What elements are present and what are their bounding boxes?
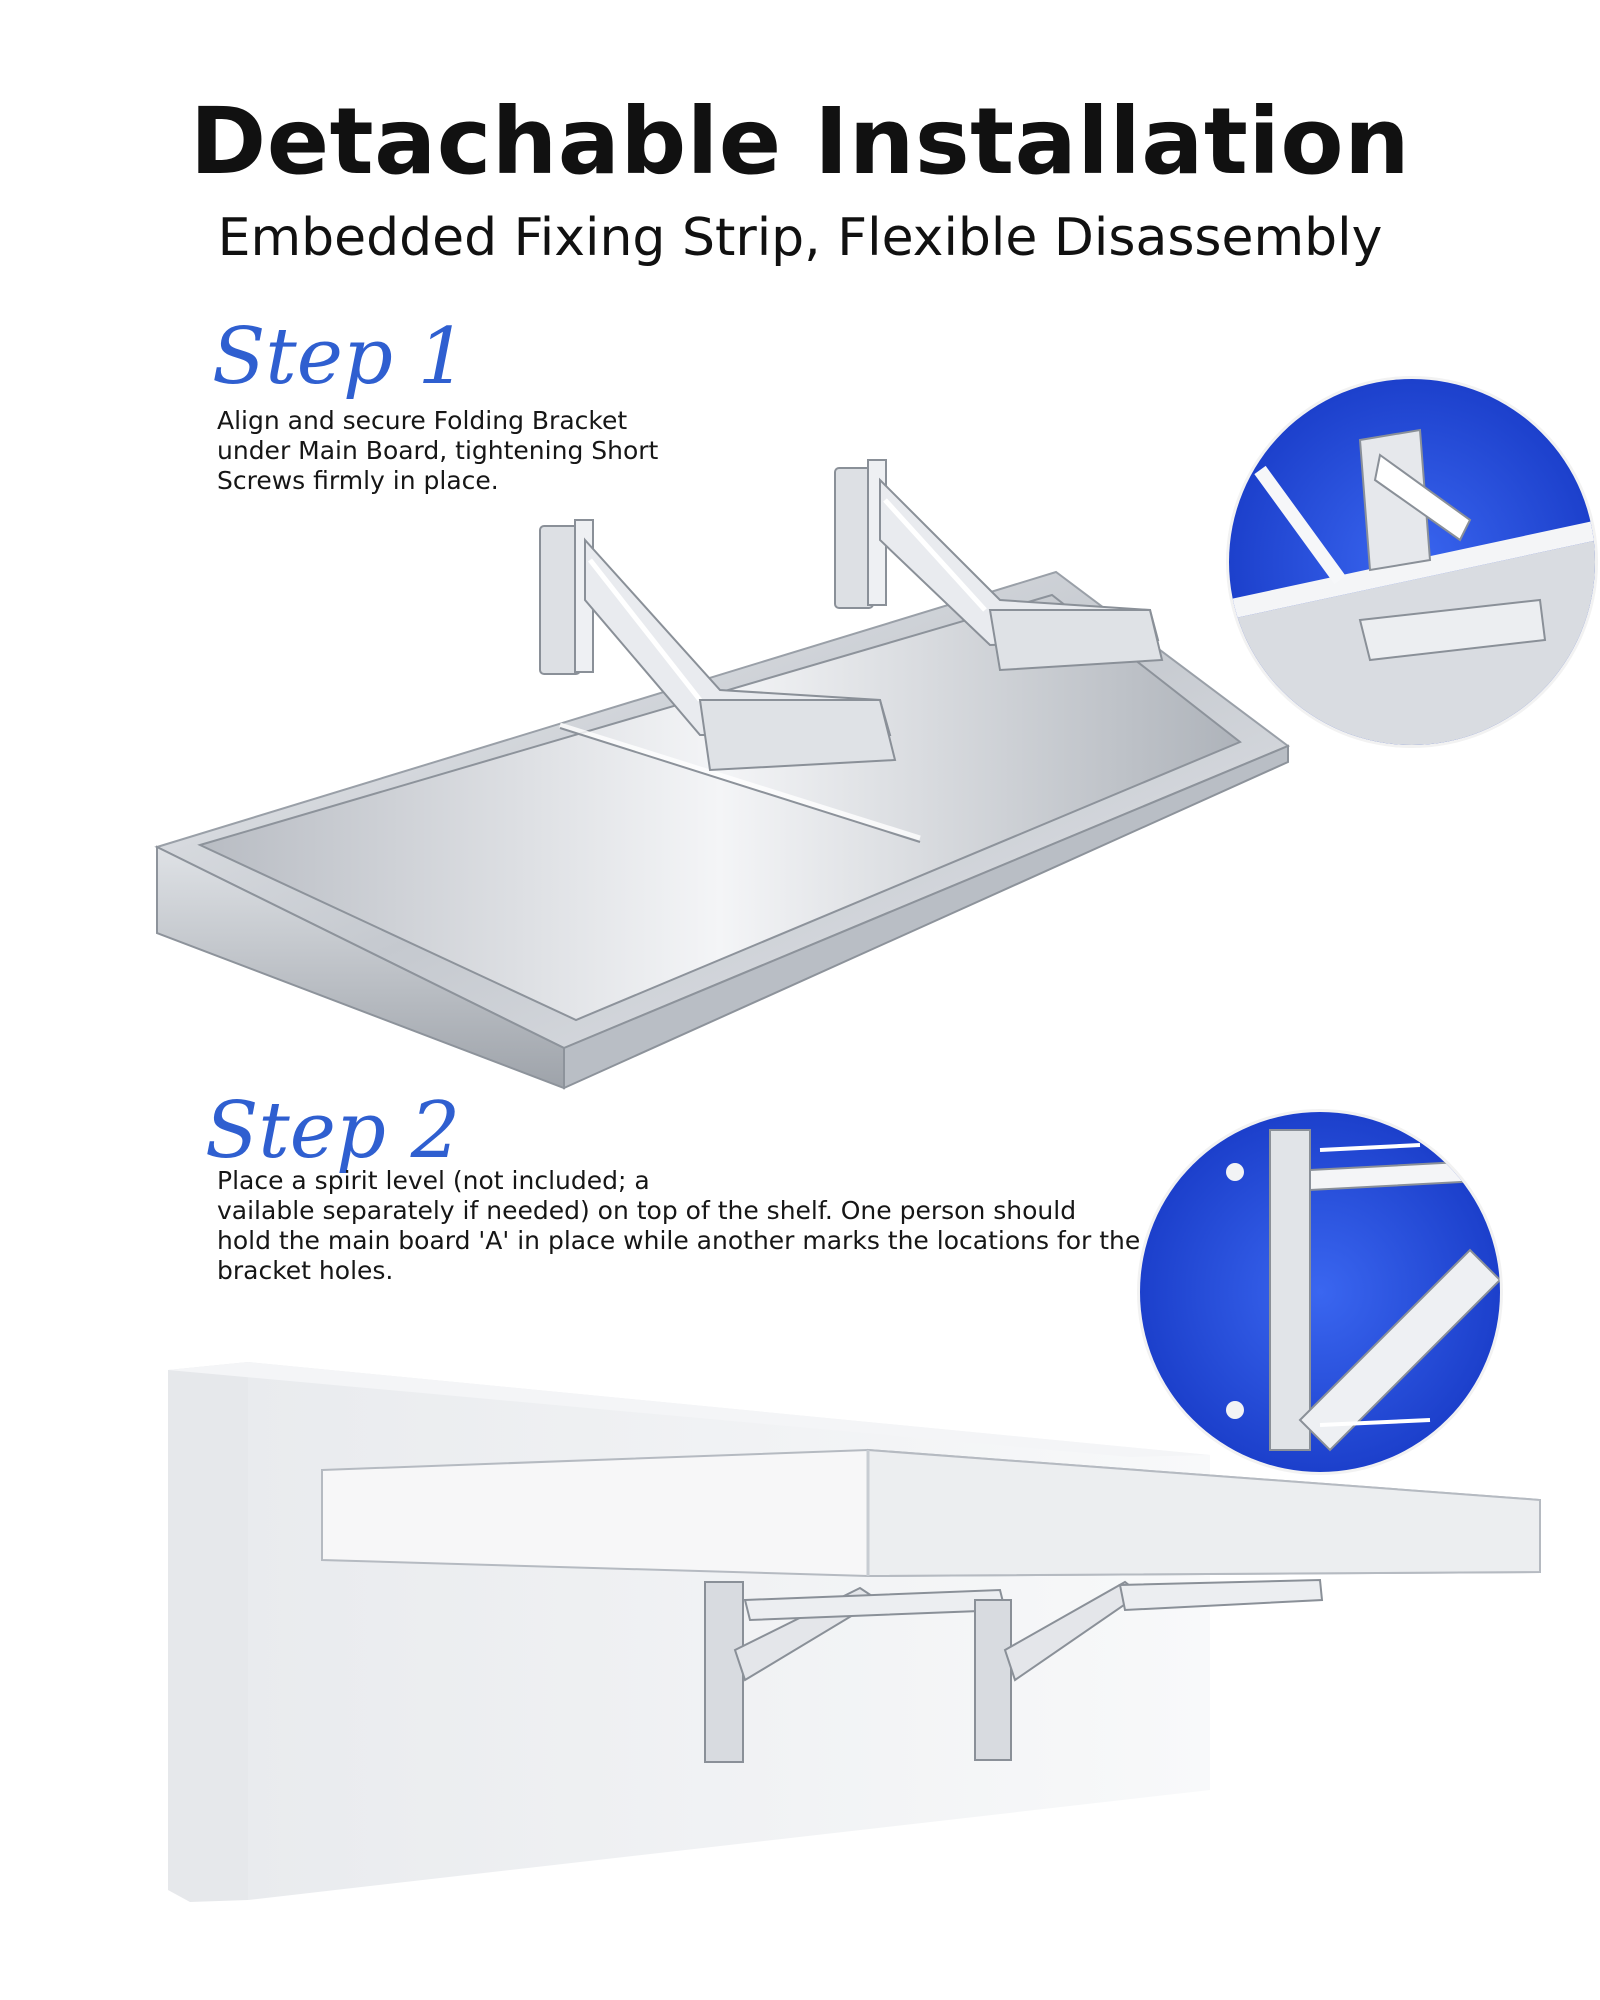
bracket-closeup-inset [1226, 376, 1598, 748]
page-title: Detachable Installation [189, 88, 1411, 195]
step-2-line: bracket holes. [217, 1256, 394, 1285]
step-2-line: Place a spirit level (not included; a [217, 1166, 650, 1195]
page-subtitle: Embedded Fixing Strip, Flexible Disassembly [217, 208, 1383, 268]
step-2-line: hold the main board 'A' in place while another marks the locations for the [217, 1226, 1141, 1255]
step-1-line: under Main Board, tightening Short [217, 436, 659, 465]
step-1-line: Screws firmly in place. [217, 466, 499, 495]
step-1-line: Align and secure Folding Bracket [217, 406, 628, 435]
step-2-handwritten-label: Step 2 [205, 1086, 461, 1176]
wall-bracket-closeup-inset [1137, 1109, 1503, 1475]
step-1-handwritten-label: Step 1 [212, 312, 468, 402]
step-2-line: vailable separately if needed) on top of the shelf. One person should [217, 1196, 1077, 1225]
